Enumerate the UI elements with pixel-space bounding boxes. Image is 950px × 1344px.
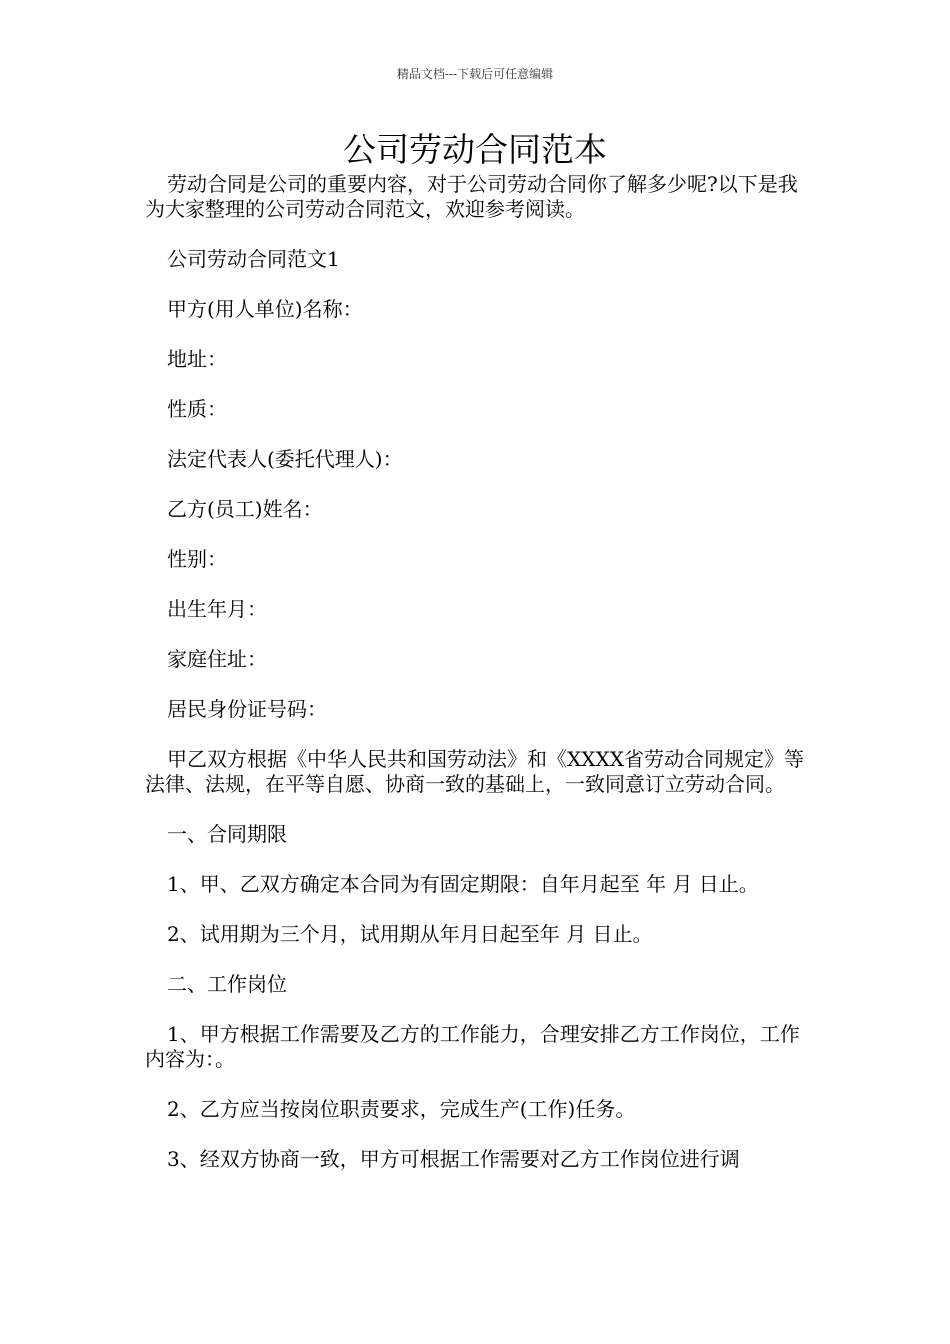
section-heading-contract-term: 一、合同期限 xyxy=(167,822,287,846)
clause-position-1: 1、甲方根据工作需要及乙方的工作能力，合理安排乙方工作岗位，工作内容为：。 xyxy=(145,1022,800,1071)
field-nature: 性质： xyxy=(167,397,227,421)
clause-term-1: 1、甲、乙双方确定本合同为有固定期限：自年月起至 年 月 日止。 xyxy=(167,872,759,896)
section-heading-job-position: 二、工作岗位 xyxy=(167,972,287,996)
document-title: 公司劳动合同范本 xyxy=(343,130,607,169)
field-gender: 性别： xyxy=(167,547,227,571)
field-address: 地址： xyxy=(167,347,227,371)
section-heading-sample-1: 公司劳动合同范文1 xyxy=(167,247,340,271)
field-employer-name: 甲方(用人单位)名称： xyxy=(167,297,363,321)
document-body xyxy=(145,172,810,1197)
field-birth-date: 出生年月： xyxy=(167,597,267,621)
header-note: 精品文档---下载后可任意编辑 xyxy=(396,67,554,81)
field-employee-name: 乙方(员工)姓名： xyxy=(167,497,323,521)
intro-paragraph: 劳动合同是公司的重要内容，对于公司劳动合同你了解多少呢?以下是我为大家整理的公司劳动合同范文，欢迎参考阅读。 xyxy=(145,172,798,221)
field-legal-representative: 法定代表人(委托代理人)： xyxy=(167,447,403,471)
clause-term-2: 2、试用期为三个月，试用期从年月日起至年 月 日止。 xyxy=(167,922,653,946)
field-home-address: 家庭住址： xyxy=(167,647,267,671)
clause-position-3: 3、经双方协商一致，甲方可根据工作需要对乙方工作岗位进行调 xyxy=(167,1147,740,1171)
clause-position-2: 2、乙方应当按岗位职责要求，完成生产(工作)任务。 xyxy=(167,1097,636,1121)
preamble-paragraph: 甲乙双方根据《中华人民共和国劳动法》和《XXXX省劳动合同规定》等法律、法规，在平等自愿、协商一致的基础上，一致同意订立劳动合同。 xyxy=(145,747,804,796)
field-id-number: 居民身份证号码： xyxy=(167,697,327,721)
